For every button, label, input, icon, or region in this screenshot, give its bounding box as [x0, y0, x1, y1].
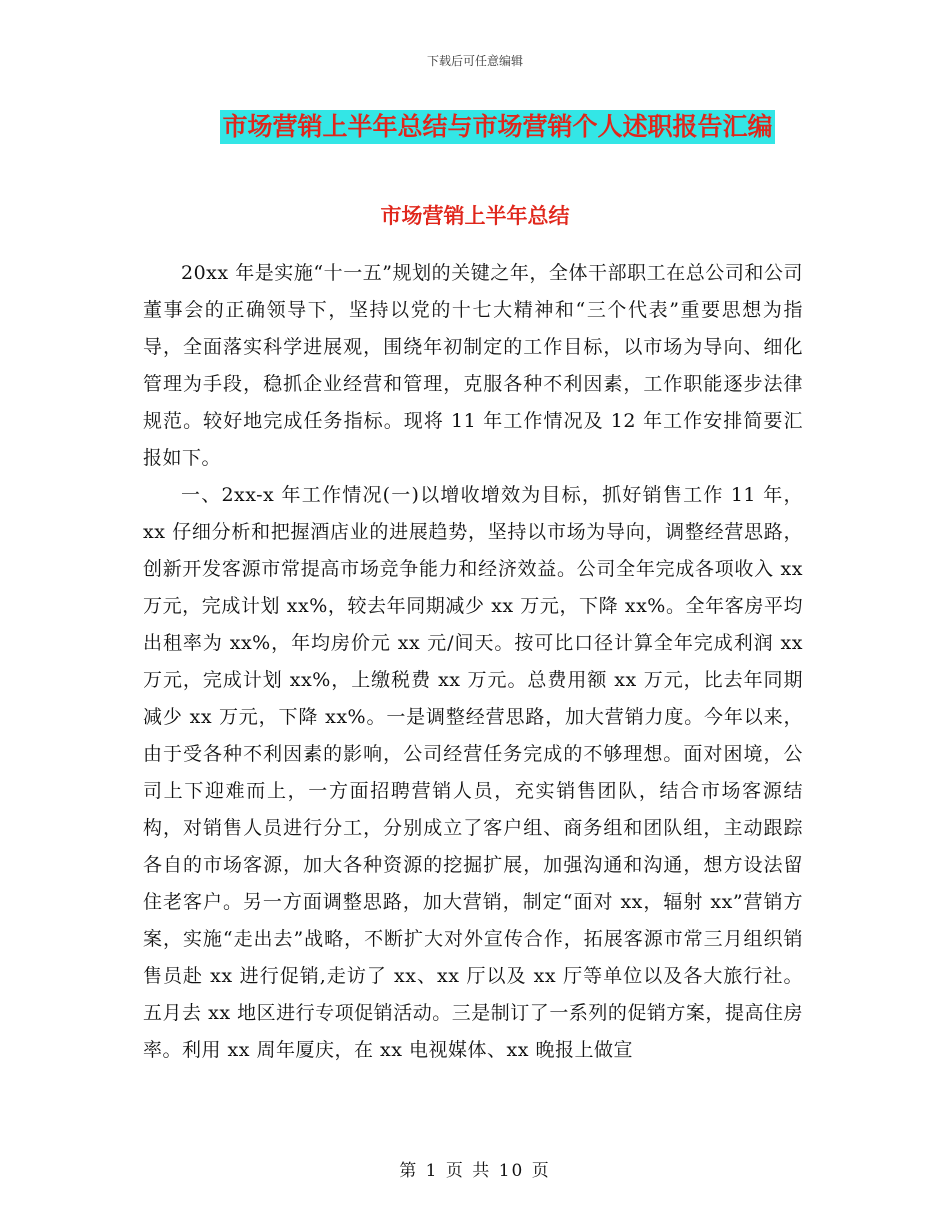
section-title: 市场营销上半年总结 — [380, 204, 570, 228]
document-title: 市场营销上半年总结与市场营销个人述职报告汇编 — [220, 110, 774, 144]
page-indicator: 第 1 页 共 10 页 — [399, 1161, 551, 1181]
paragraph: 一、2xx-x 年工作情况(一)以增收增效为目标，抓好销售工作 11 年，xx 仔细分析和把握酒店业的进展趋势，坚持以市场为导向，调整经营思路，创新开发客源市常提高市场竞争能力和经济效益。公司全年完成各项收入 xx 万元，完成计划 xx%，较去年同期减少 xx 万元，下降 xx%。全年客房平均出租率为 xx%，年均房价元 xx 元/间天。按可比口径计算全年完成利润 xx 万元，完成计划 xx%，上缴税费 xx 万元。总费用额 xx 万元，比去年同期减少 xx 万元，下降 xx%。一是调整经营思路，加大营销力度。今年以来，由于受各种不利因素的影响，公司经营任务完成的不够理想。面对困境，公司上下迎难而上，一方面招聘营销人员，充实销售团队，结合市场客源结构，对销售人员进行分工，分别成立了客户组、商务组和团队组，主动跟踪各自的市场客源，加大各种资源的挖掘扩展，加强沟通和沟通，想方设法留住老客户。另一方面调整思路，加大营销，制定“面对 xx，辐射 xx”营销方案，实施“走出去”战略，不断扩大对外宣传合作，拓展客源市常三月组织销售员赴 xx 进行促销,走访了 xx、xx 厅以及 xx 厅等单位以及各大旅行社。五月去 xx 地区进行专项促销活动。三是制订了一系列的促销方案，提高住房率。利用 xx 周年厦庆，在 xx 电视媒体、xx 晚报上做宣 — [143, 484, 803, 1061]
document-title-container — [0, 110, 950, 144]
document-body — [143, 255, 803, 1069]
paragraph: 20xx 年是实施“十一五”规划的关键之年，全体干部职工在总公司和公司董事会的正确领导下，坚持以党的十七大精神和“三个代表”重要思想为指导，全面落实科学进展观，围绕年初制定的工作目标，以市场为导向、细化管理为手段，稳抓企业经营和管理，克服各种不利因素，工作职能逐步法律规范。较好地完成任务指标。现将 11 年工作情况及 12 年工作安排简要汇报如下。 — [143, 262, 803, 469]
header-note: 下载后可任意编辑 — [426, 54, 523, 68]
